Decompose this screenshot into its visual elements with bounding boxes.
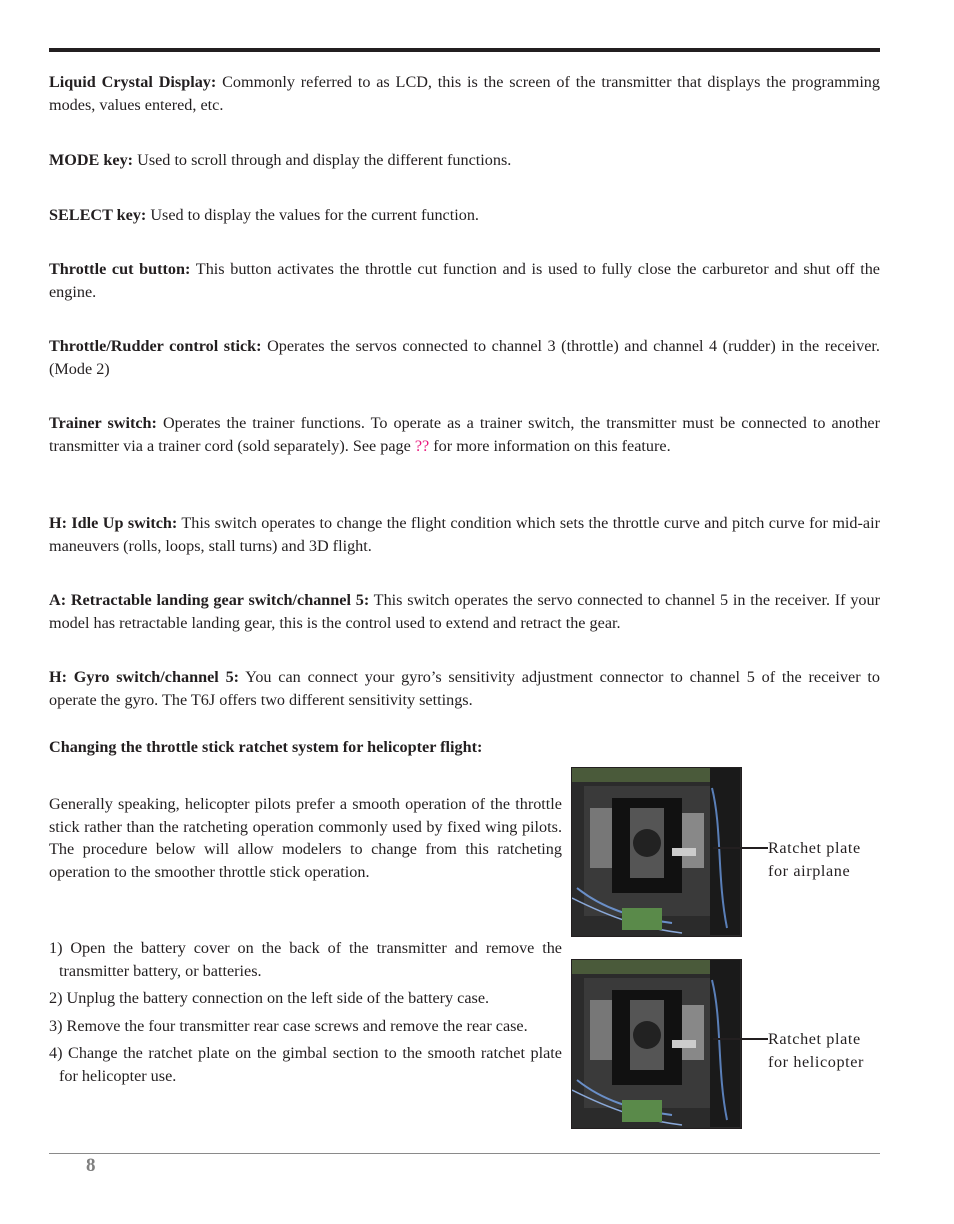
caption-airplane: [768, 837, 861, 882]
section-heading: Changing the throttle stick ratchet system for helicopter flight:: [49, 738, 483, 756]
definition-landing-gear-switch: [49, 589, 880, 634]
caption-line: for airplane: [768, 861, 851, 880]
footer-rule: [49, 1153, 880, 1154]
step-item: 2) Unplug the battery connection on the left side of the battery case.: [49, 989, 490, 1007]
term: Trainer switch:: [49, 414, 157, 432]
term: Throttle cut button:: [49, 260, 191, 278]
caption-line: Ratchet plate: [768, 839, 861, 857]
top-rule: [49, 48, 880, 52]
description: You can connect your gyro’s sensitivity adjustment connector to channel 5 of the receiver to operate the gyro. The T6J offers two different sensitivity settings.: [49, 668, 880, 709]
gimbal-image: [572, 768, 740, 935]
step-item: 3) Remove the four transmitter rear case screws and remove the rear case.: [49, 1016, 528, 1035]
description: Operates the trainer functions. To operate as a trainer switch, the transmitter must be connected to another transmitter via a trainer cord (sold separately). See page: [49, 414, 880, 455]
gimbal-image: [572, 960, 740, 1127]
gimbal-photo-airplane: [571, 767, 742, 937]
callout-leader-line: [713, 1038, 768, 1040]
description: Operates the servos connected to channel 3 (throttle) and channel 4 (rudder) in the receiver. (Mode 2): [49, 337, 880, 378]
description: Used to scroll through and display the different functions.: [133, 151, 512, 169]
step-item: 4) Change the ratchet plate on the gimbal section to the smooth ratchet plate for helicopter use.: [49, 1044, 562, 1085]
definition-mode-key: [49, 149, 880, 172]
term: H: Gyro switch/channel 5:: [49, 668, 240, 686]
definition-throttle-rudder-stick: [49, 335, 880, 380]
definition-idle-up-switch: [49, 512, 880, 557]
term: MODE key:: [49, 151, 134, 169]
definition-lcd: [49, 71, 880, 116]
definition-throttle-cut: [49, 258, 880, 303]
page-number: 8: [86, 1155, 96, 1176]
term: H: Idle Up switch:: [49, 514, 178, 532]
gimbal-photo-helicopter: [571, 959, 742, 1129]
section-intro: Generally speaking, helicopter pilots prefer a smooth operation of the throttle stick rather than the ratcheting operation commonly used by fixed wing pilots. The procedure below will allow modelers to change from this ratcheting operation to the smoother throttle stick operation.: [49, 795, 562, 881]
term: Throttle/Rudder control stick:: [49, 337, 262, 355]
caption-line: Ratchet plate: [768, 1030, 861, 1048]
description: Commonly referred to as LCD, this is the screen of the transmitter that displays the programming modes, values entered, etc.: [49, 73, 880, 114]
caption-helicopter: [768, 1028, 864, 1073]
term: Liquid Crystal Display:: [49, 73, 217, 91]
definition-gyro-switch: [49, 666, 880, 711]
definition-trainer-switch: [49, 412, 880, 457]
description: for more information on this feature.: [429, 436, 671, 455]
procedure-steps: [49, 937, 562, 1092]
description: This button activates the throttle cut function and is used to fully close the carburetor and shut off the engine.: [49, 260, 880, 301]
description: Used to display the values for the current function.: [146, 206, 479, 224]
description: This switch operates to change the flight condition which sets the throttle curve and pitch curve for mid-air maneuvers (rolls, loops, stall turns) and 3D flight.: [49, 514, 880, 555]
step-item: 1) Open the battery cover on the back of the transmitter and remove the transmitter battery, or batteries.: [49, 939, 562, 980]
description: This switch operates the servo connected to channel 5 in the receiver. If your model has retractable landing gear, this is the control used to extend and retract the gear.: [49, 591, 880, 632]
page-reference-link[interactable]: ??: [414, 436, 430, 455]
callout-leader-line: [713, 847, 768, 849]
caption-line: for helicopter: [768, 1052, 865, 1071]
term: A: Retractable landing gear switch/channel 5:: [49, 591, 370, 609]
definition-select-key: [49, 204, 880, 227]
term: SELECT key:: [49, 206, 147, 224]
